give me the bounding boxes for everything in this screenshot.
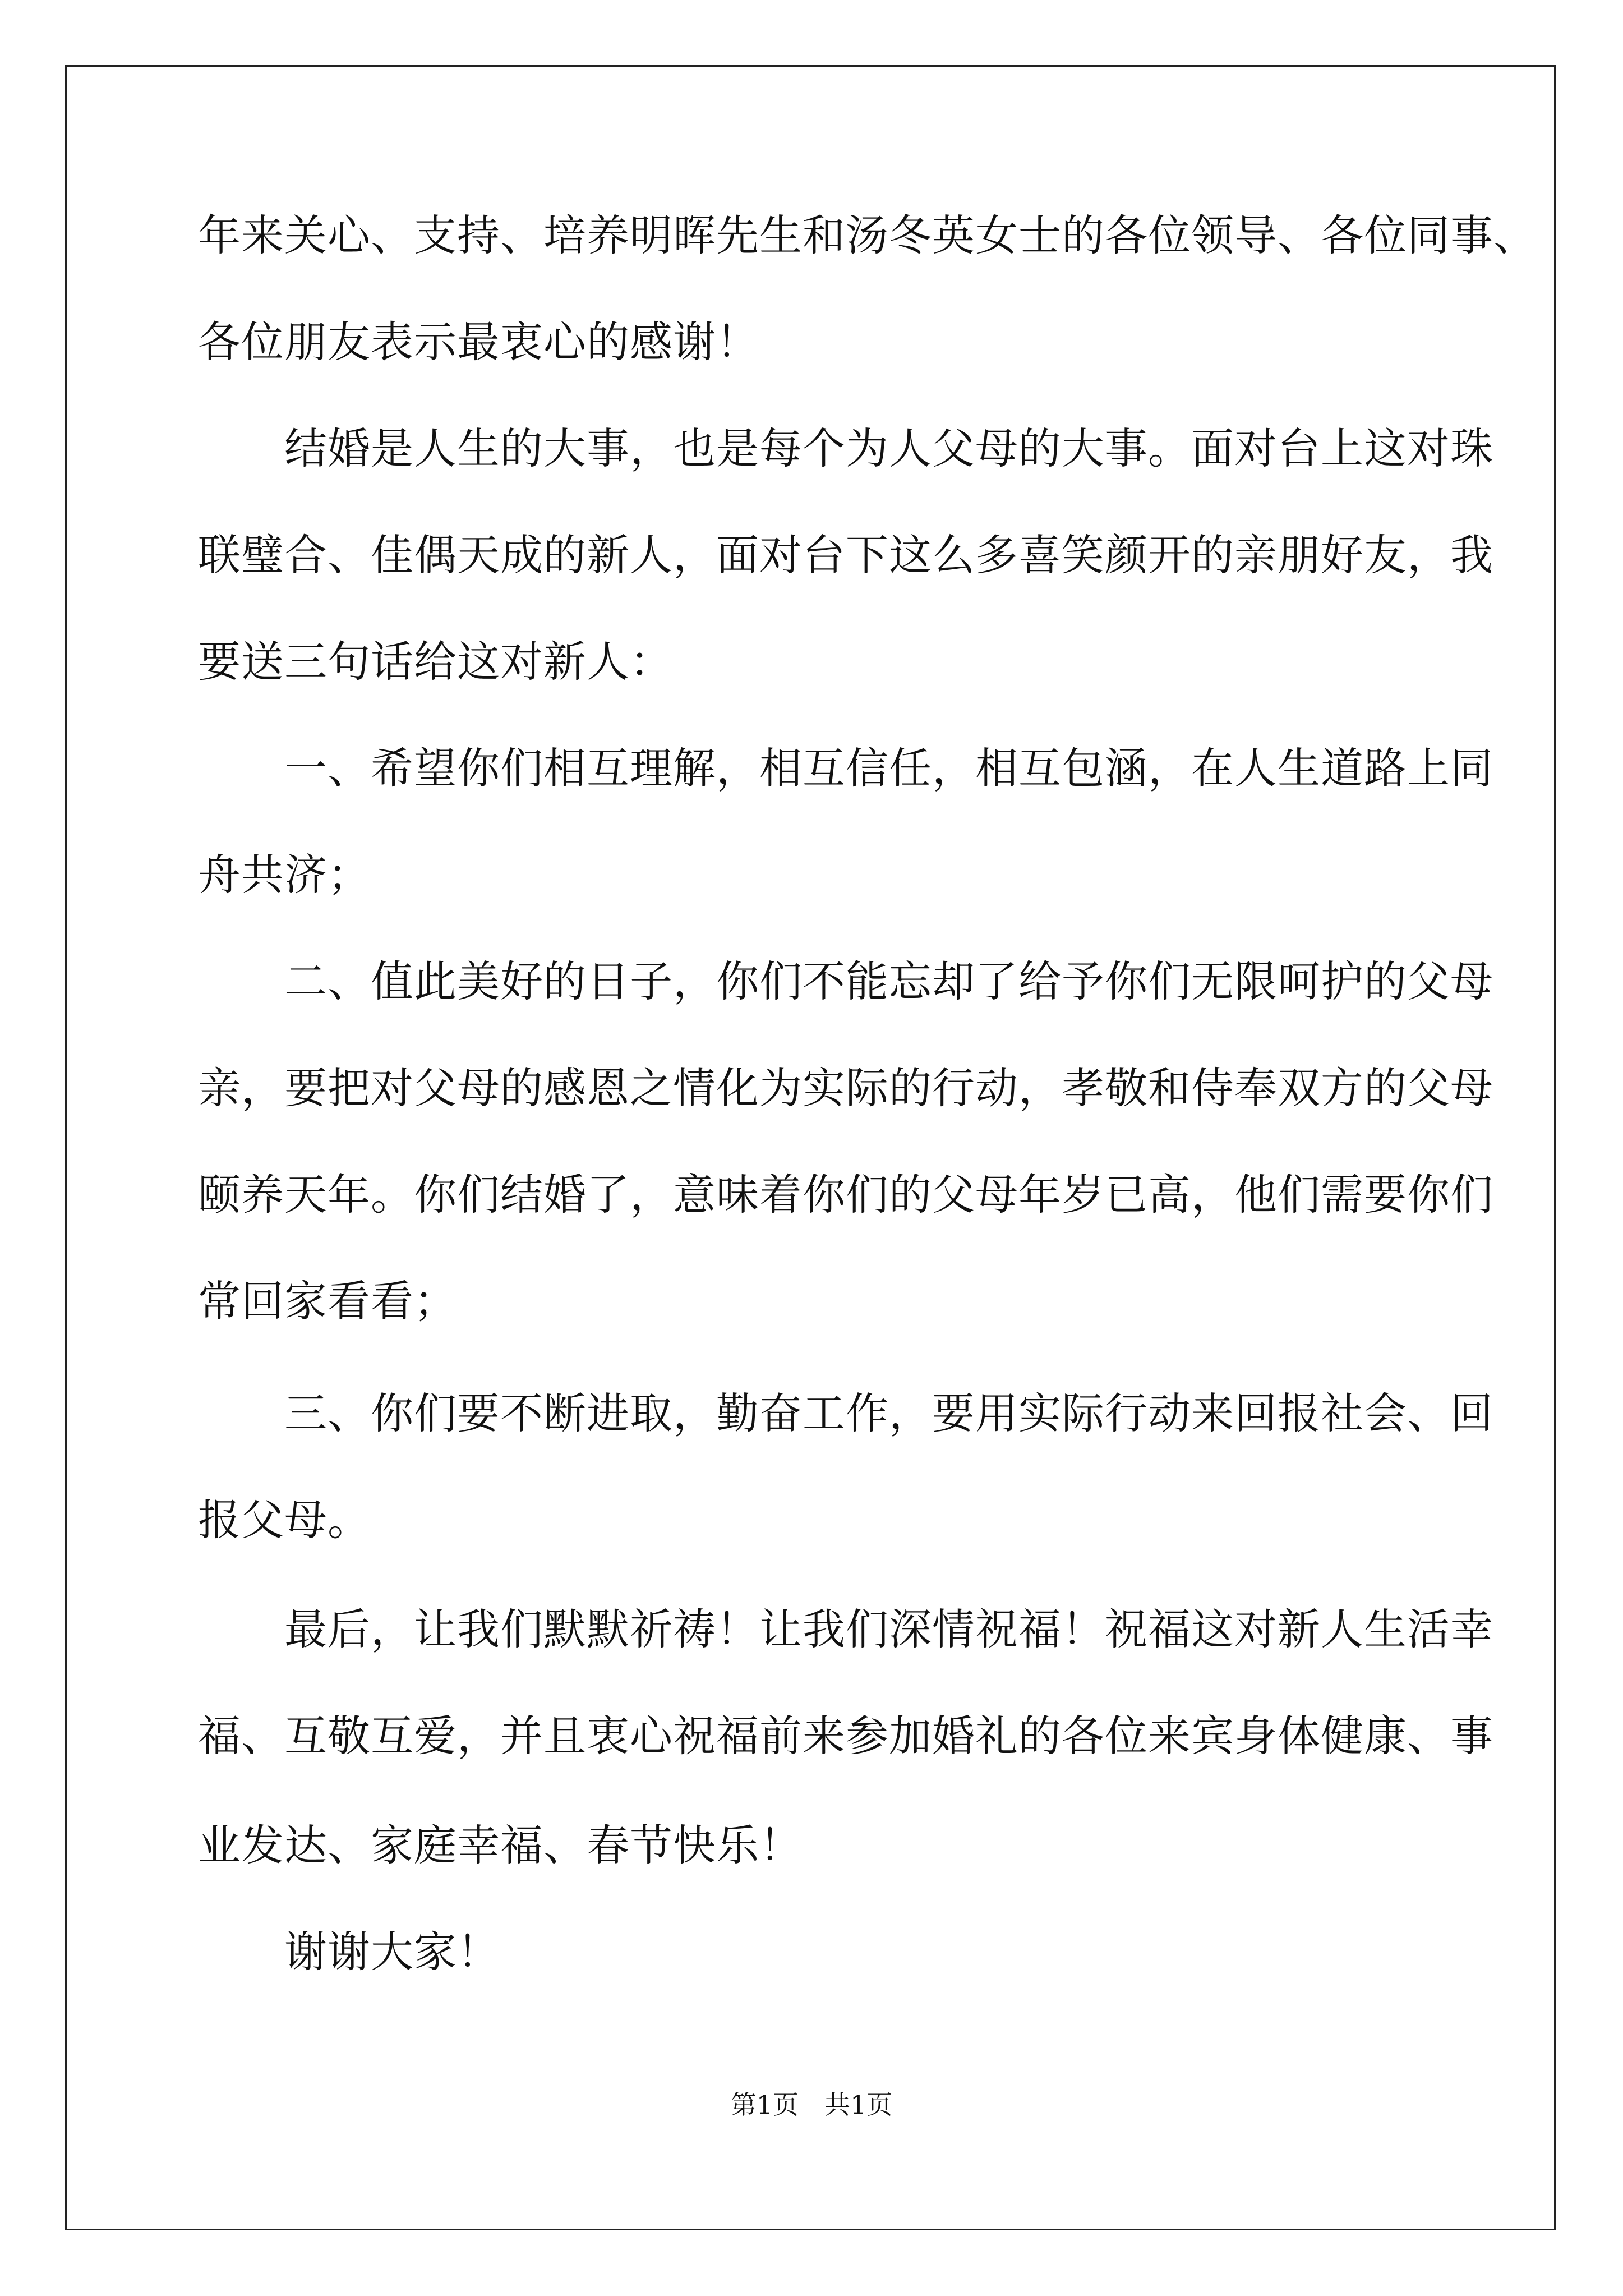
text-line: 年来关心、支持、培养明晖先生和汤冬英女士的各位领导、各位同事、: [198, 210, 1537, 260]
text-line: 福、互敬互爱，并且衷心祝福前来参加婚礼的各位来宾身体健康、事: [198, 1711, 1493, 1761]
page-number: 第1页 共1页: [730, 2090, 893, 2120]
text-line: 业发达、家庭幸福、春节快乐！: [198, 1820, 803, 1870]
text-line: 结婚是人生的大事，也是每个为人父母的大事。面对台上这对珠: [198, 424, 1493, 473]
page-border: [65, 65, 1556, 2230]
text-line: 各位朋友表示最衷心的感谢！: [198, 317, 759, 367]
text-line: 报父母。: [198, 1495, 371, 1545]
text-line: 舟共济；: [198, 850, 371, 900]
text-line: 最后，让我们默默祈祷！让我们深情祝福！祝福这对新人生活幸: [198, 1604, 1493, 1654]
text-line: 二、值此美好的日子，你们不能忘却了给予你们无限呵护的父母: [198, 956, 1493, 1006]
text-line: 联璧合、佳偶天成的新人，面对台下这么多喜笑颜开的亲朋好友，我: [198, 530, 1493, 580]
text-line: 颐养天年。你们结婚了，意味着你们的父母年岁已高，他们需要你们: [198, 1170, 1493, 1220]
text-line: 要送三句话给这对新人：: [198, 637, 673, 687]
text-line: 一、希望你们相互理解，相互信任，相互包涵，在人生道路上同: [198, 743, 1493, 793]
text-line: 亲，要把对父母的感恩之情化为实际的行动，孝敬和侍奉双方的父母: [198, 1063, 1493, 1113]
text-line: 常回家看看；: [198, 1276, 457, 1326]
text-line: 三、你们要不断进取，勤奋工作，要用实际行动来回报社会、回: [198, 1388, 1493, 1438]
text-line: 谢谢大家！: [198, 1927, 500, 1977]
